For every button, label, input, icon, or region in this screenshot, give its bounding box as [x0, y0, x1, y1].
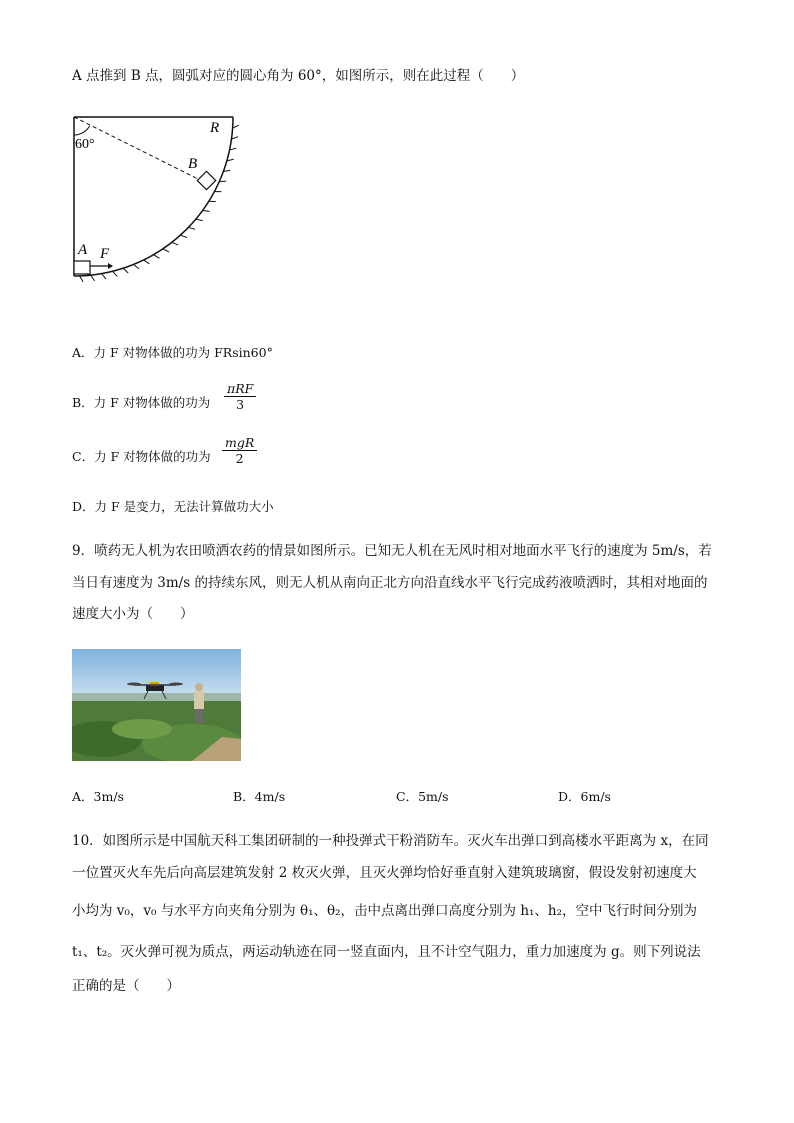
- hatch-mark: [163, 249, 169, 252]
- hatch-mark: [144, 260, 150, 264]
- fraction-numerator: πRF: [224, 381, 256, 397]
- hatch-mark: [219, 181, 226, 182]
- hatch-mark: [91, 275, 95, 281]
- label-F: F: [100, 246, 110, 262]
- q10-line-3: 小均为 v₀，v₀ 与水平方向夹角分别为 θ₁、θ₂，击中点离出弹口高度分别为 h₁、h₂，空中飞行时间分别为: [72, 903, 698, 919]
- hatch-mark: [172, 242, 178, 245]
- block-a: [74, 261, 90, 274]
- hatch-mark: [123, 268, 128, 273]
- fraction-denominator: 3: [236, 397, 245, 412]
- hatch-mark: [233, 125, 239, 128]
- label-B: B: [188, 156, 198, 172]
- q9-line-1: 9．喷药无人机为农田喷洒农药的情景如图所示。已知无人机在无风时相对地面水平飞行的速度为 5m/s，若: [72, 543, 712, 559]
- hatch-mark: [134, 264, 139, 268]
- fraction-denominator: 2: [235, 451, 244, 466]
- q10-line-5: 正确的是（ ）: [72, 978, 180, 994]
- q10-line-2: 一位置灭火车先后向高层建筑发射 2 枚灭火弹，且灭火弹均恰好垂直射入建筑玻璃窗，假设发射初速度大: [72, 865, 697, 881]
- arc-surface: [74, 117, 233, 276]
- drone-field-photo: [72, 649, 241, 761]
- q8-option-d: D．力 F 是变力，无法计算做功大小: [72, 499, 274, 514]
- q9-line-2: 当日有速度为 3m/s 的持续东风，则无人机从南向正北方向沿直线水平飞行完成药液喷洒时，其相对地面的: [72, 575, 708, 591]
- q8-option-b-fraction: [224, 381, 256, 412]
- hatch-mark: [80, 276, 84, 282]
- fraction-numerator: mgR: [222, 435, 257, 451]
- force-arrow-head: [108, 263, 113, 269]
- q8-figure: [60, 108, 260, 298]
- label-A: A: [78, 242, 88, 258]
- q10-line-4: t₁、t₂。灭火弹可视为质点，两运动轨迹在同一竖直面内，且不计空气阻力，重力加速度为 g。则下列说法: [72, 944, 701, 960]
- hatch-mark: [102, 274, 106, 279]
- label-R: R: [210, 120, 220, 136]
- hatch-mark: [203, 210, 210, 211]
- angle-arc: [74, 126, 90, 135]
- hatch-mark: [180, 235, 187, 237]
- q8-stem: A 点推到 B 点，圆弧对应的圆心角为 60°，如图所示，则在此过程（ ）: [72, 68, 525, 84]
- q8-option-b-prefix: B．力 F 对物体做的功为: [72, 395, 211, 410]
- q10-line-1: 10．如图所示是中国航天科工集团研制的一种投弹式干粉消防车。灭火车出弹口到高楼水平距离为 x，在同: [72, 833, 709, 849]
- hatch-mark: [154, 255, 160, 259]
- label-angle: 60°: [75, 137, 95, 152]
- q9-option-d: D．6m/s: [558, 789, 611, 804]
- q9-option-a: A．3m/s: [72, 789, 124, 804]
- q8-option-c-fraction: [222, 435, 257, 466]
- q9-option-c: C．5m/s: [396, 789, 449, 804]
- hatch-mark: [196, 219, 203, 220]
- q9-option-b: B．4m/s: [233, 789, 286, 804]
- hatch-mark: [188, 227, 195, 229]
- q8-option-c-prefix: C．力 F 对物体做的功为: [72, 449, 211, 464]
- block-b: [197, 171, 215, 189]
- q8-option-a: A．力 F 对物体做的功为 FRsin60°: [72, 345, 273, 360]
- hatch-mark: [112, 271, 117, 276]
- q9-line-3: 速度大小为（ ）: [72, 606, 194, 622]
